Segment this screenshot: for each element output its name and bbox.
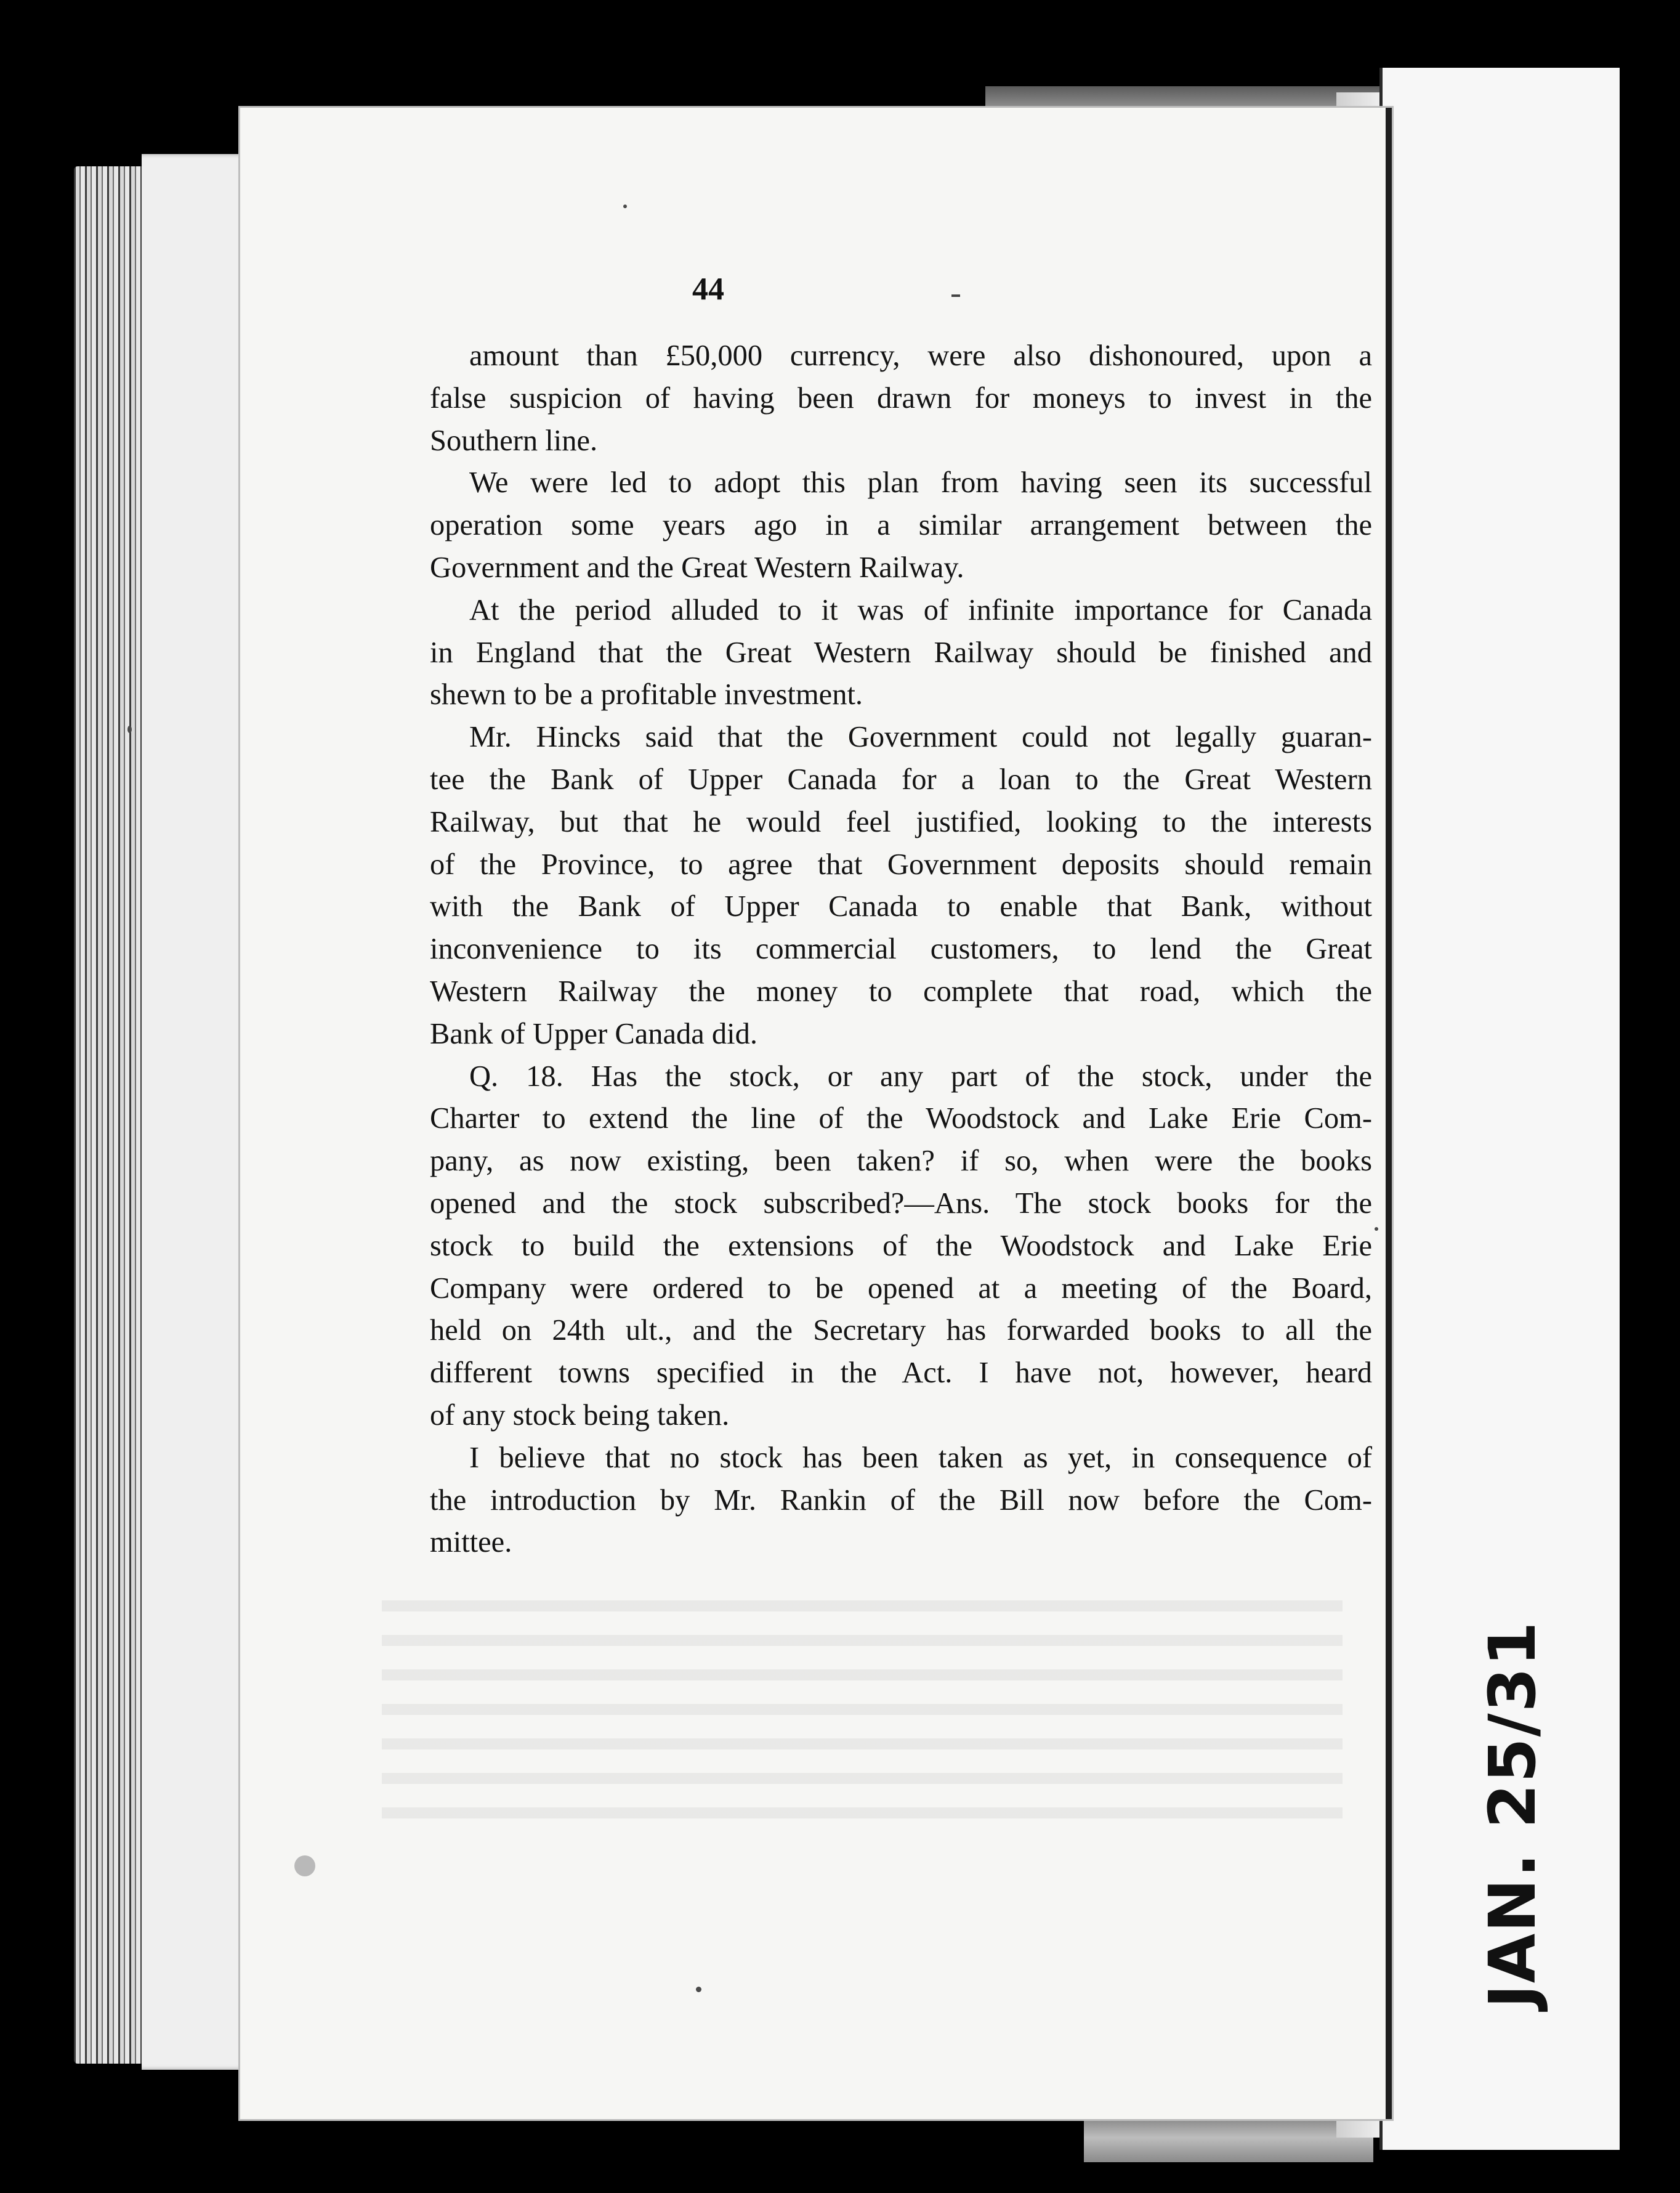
scanner-strip-bottom [1084,2113,1373,2162]
text-line: Bank of Upper Canada did. [430,1017,758,1050]
page-number: 44 [692,272,724,307]
dust-speck [696,1987,701,1992]
text-line: Q. 18. Has the stock, or any part of the stock, under the [469,1060,1372,1093]
text-line: operation some years ago in a similar arrangement between the [430,509,1372,542]
text-line: of the Province, to agree that Government deposits should remain [430,848,1372,881]
text-line: Mr. Hincks said that the Government could not legally guaran- [469,721,1372,754]
text-line: pany, as now existing, been taken? if so, when were the books [430,1145,1372,1178]
text-line: amount than £50,000 currency, were also dishonoured, upon a [469,339,1372,372]
text-line: stock to build the extensions of the Woodstock and Lake Erie [430,1229,1372,1262]
dust-speck [127,726,132,733]
text-line: Railway, but that he would feel justified, looking to the interests [430,805,1372,838]
text-line: shewn to be a profitable investment. [430,678,863,711]
text-line: Government and the Great Western Railway. [430,551,964,584]
text-line: inconvenience to its commercial customers, to lend the Great [430,933,1372,966]
text-line: At the period alluded to it was of infinite importance for Canada [469,593,1372,626]
ink-blot [294,1855,315,1876]
text-line: I believe that no stock has been taken as yet, in consequence of [469,1441,1372,1474]
book-page-edge-cover [142,154,246,2070]
dust-speck [1375,1227,1378,1231]
dust-speck [623,205,627,208]
document-body [430,335,1372,1564]
text-line: opened and the stock subscribed?—Ans. The stock books for the [430,1186,1372,1220]
text-line: Western Railway the money to complete that road, which the [430,975,1372,1008]
text-line: mittee. [430,1526,512,1559]
text-line: Southern line. [430,424,598,457]
text-line: Charter to extend the line of the Woodstock and Lake Erie Com- [430,1102,1372,1135]
text-line: held on 24th ult., and the Secretary has forwarded books to all the [430,1314,1372,1347]
text-line: Company were ordered to be opened at a meeting of the Board, [430,1271,1372,1305]
text-line: different towns specified in the Act. I have not, however, heard [430,1356,1372,1390]
text-line: in England that the Great Western Railway should be finished and [430,636,1372,669]
text-line: We were led to adopt this plan from having seen its successful [469,466,1372,500]
page-number-mark [951,294,960,297]
date-stamp: JAN. 25/31 [1475,1620,1550,2008]
show-through-text [382,1577,1343,1836]
text-line: the introduction by Mr. Rankin of the Bill now before the Com- [430,1483,1372,1517]
text-line: of any stock being taken. [430,1398,730,1432]
text-line: with the Bank of Upper Canada to enable that Bank, without [430,890,1372,923]
text-line: tee the Bank of Upper Canada for a loan to the Great Western [430,763,1372,796]
text-line: false suspicion of having been drawn for moneys to invest in the [430,381,1372,415]
